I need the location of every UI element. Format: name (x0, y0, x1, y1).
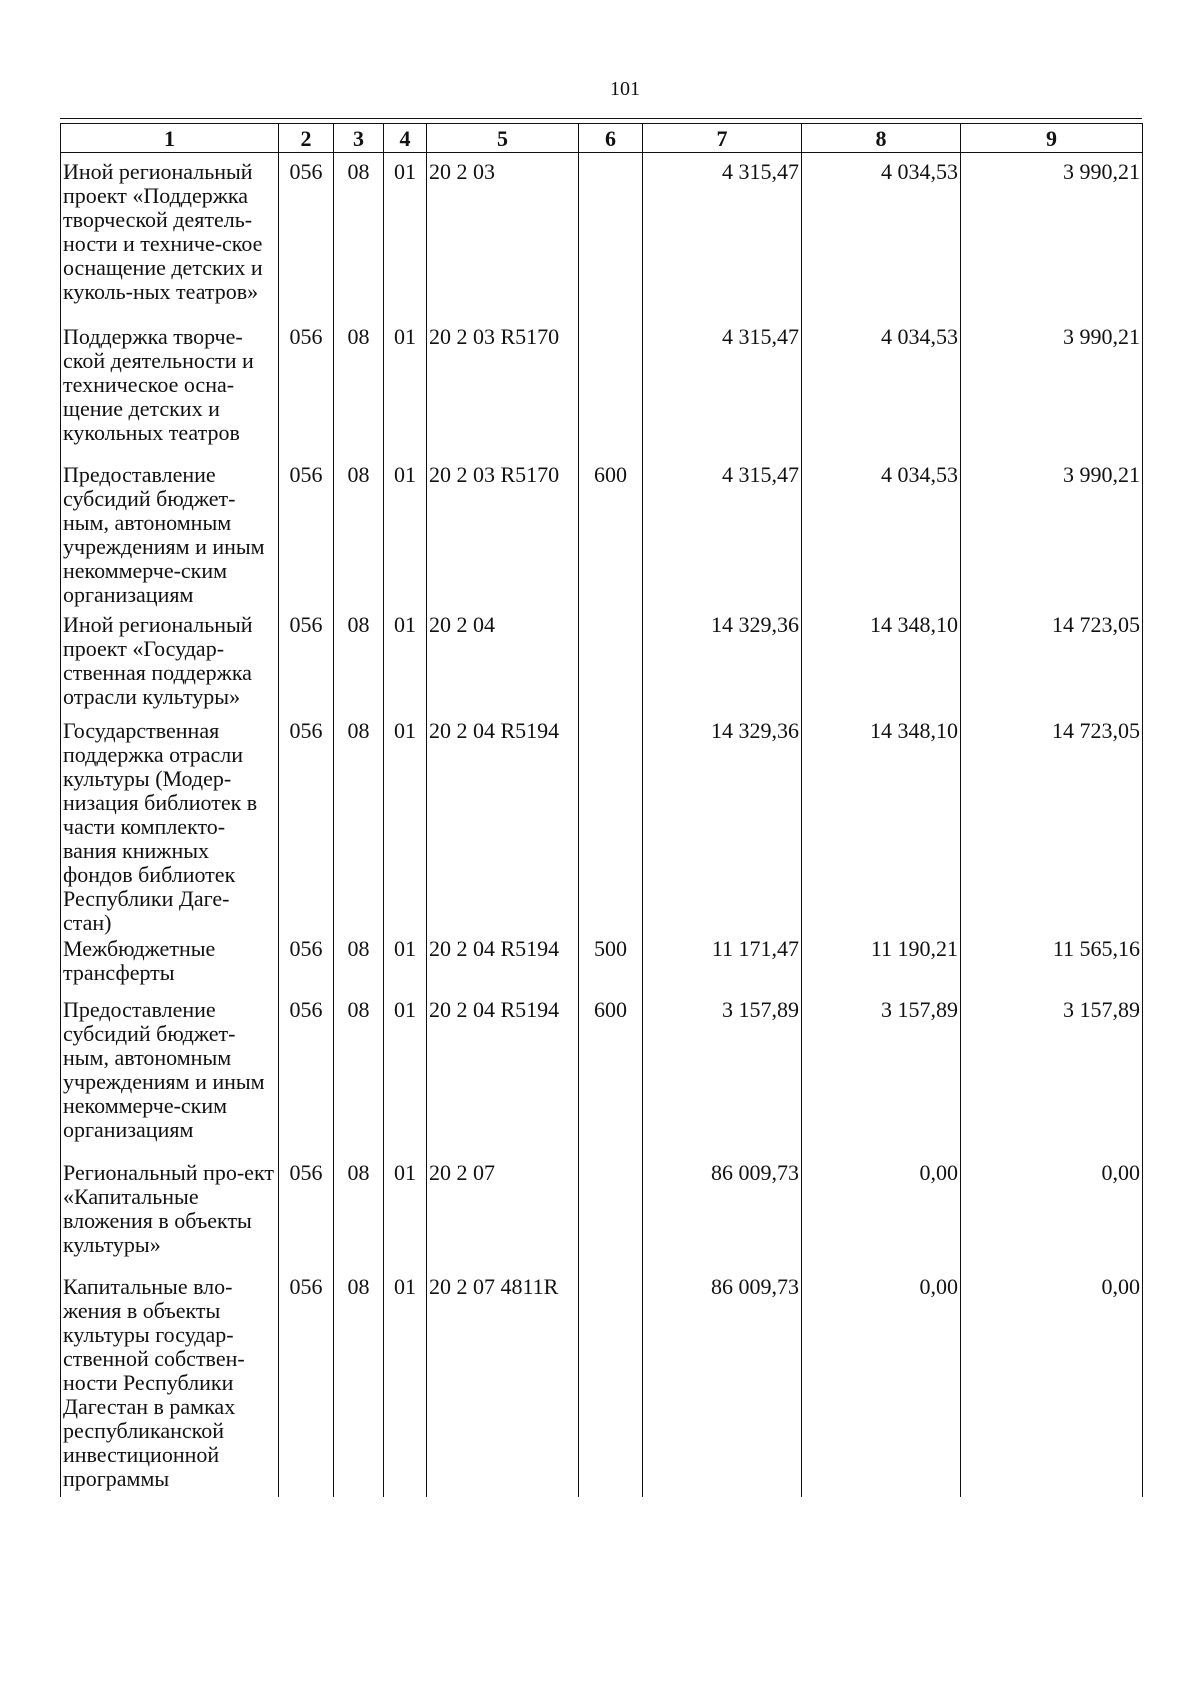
cell-amount-7: 86 009,73 (643, 1161, 802, 1275)
cell-code-5: 20 2 04 R5194 (427, 719, 579, 937)
cell-code-3: 08 (334, 153, 384, 325)
row-name: Межбюджетные трансферты (61, 937, 279, 998)
cell-code-4: 01 (384, 1161, 427, 1275)
cell-code-6 (579, 325, 643, 463)
cell-code-2: 056 (279, 1161, 334, 1275)
cell-amount-9: 11 565,16 (961, 937, 1143, 998)
cell-code-3: 08 (334, 998, 384, 1161)
row-name: Иной региональный проект «Поддержка творческой деятель-ности и техниче-ское оснащение детских и куколь-ных театров» (61, 153, 279, 325)
column-header-5: 5 (427, 124, 579, 153)
cell-code-4: 01 (384, 937, 427, 998)
cell-amount-8: 4 034,53 (802, 325, 961, 463)
cell-amount-8: 14 348,10 (802, 719, 961, 937)
table-row (61, 998, 1143, 1161)
row-name: Предоставление субсидий бюджет-ным, автономным учреждениям и иным некоммерче-ским организациям (61, 463, 279, 613)
column-header-7: 7 (643, 124, 802, 153)
cell-amount-7: 14 329,36 (643, 719, 802, 937)
table-row (61, 1275, 1143, 1497)
table-row (61, 463, 1143, 613)
table-row (61, 613, 1143, 719)
cell-amount-9: 3 990,21 (961, 463, 1143, 613)
table-row (61, 937, 1143, 998)
cell-code-4: 01 (384, 998, 427, 1161)
table-row (61, 153, 1143, 325)
cell-code-2: 056 (279, 937, 334, 998)
cell-amount-7: 4 315,47 (643, 153, 802, 325)
cell-code-5: 20 2 07 4811R (427, 1275, 579, 1497)
cell-amount-8: 3 157,89 (802, 998, 961, 1161)
cell-code-5: 20 2 04 R5194 (427, 998, 579, 1161)
cell-amount-9: 0,00 (961, 1161, 1143, 1275)
cell-amount-7: 4 315,47 (643, 325, 802, 463)
cell-amount-7: 14 329,36 (643, 613, 802, 719)
cell-code-5: 20 2 03 R5170 (427, 463, 579, 613)
column-header-1: 1 (61, 124, 279, 153)
table-top-rule (60, 118, 1142, 119)
cell-amount-7: 4 315,47 (643, 463, 802, 613)
row-name: Предоставление субсидий бюджет-ным, автономным учреждениям и иным некоммерче-ским организациям (61, 998, 279, 1161)
cell-code-3: 08 (334, 719, 384, 937)
column-header-9: 9 (961, 124, 1143, 153)
cell-code-3: 08 (334, 1161, 384, 1275)
cell-code-2: 056 (279, 463, 334, 613)
cell-code-3: 08 (334, 463, 384, 613)
cell-amount-9: 3 990,21 (961, 153, 1143, 325)
cell-code-4: 01 (384, 153, 427, 325)
cell-amount-8: 0,00 (802, 1161, 961, 1275)
row-name: Капитальные вло-жения в объекты культуры государ-ственной собствен-ности Республики Дагестан в рамках республиканской инвестиционной программы (61, 1275, 279, 1497)
column-header-4: 4 (384, 124, 427, 153)
cell-code-2: 056 (279, 325, 334, 463)
cell-amount-7: 86 009,73 (643, 1275, 802, 1497)
cell-code-4: 01 (384, 613, 427, 719)
cell-amount-8: 0,00 (802, 1275, 961, 1497)
cell-code-5: 20 2 03 (427, 153, 579, 325)
column-header-2: 2 (279, 124, 334, 153)
cell-code-6 (579, 153, 643, 325)
cell-amount-9: 3 157,89 (961, 998, 1143, 1161)
cell-code-5: 20 2 04 R5194 (427, 937, 579, 998)
cell-amount-8: 4 034,53 (802, 463, 961, 613)
row-name: Поддержка творче-ской деятельности и техническое осна-щение детских и кукольных театров (61, 325, 279, 463)
cell-code-2: 056 (279, 153, 334, 325)
cell-code-4: 01 (384, 719, 427, 937)
cell-code-2: 056 (279, 1275, 334, 1497)
cell-amount-8: 14 348,10 (802, 613, 961, 719)
table-row (61, 1161, 1143, 1275)
cell-code-4: 01 (384, 463, 427, 613)
cell-amount-9: 14 723,05 (961, 719, 1143, 937)
cell-code-4: 01 (384, 325, 427, 463)
column-header-6: 6 (579, 124, 643, 153)
budget-table (60, 123, 1143, 1497)
cell-amount-7: 11 171,47 (643, 937, 802, 998)
cell-code-6 (579, 719, 643, 937)
cell-code-3: 08 (334, 613, 384, 719)
cell-amount-7: 3 157,89 (643, 998, 802, 1161)
cell-amount-8: 11 190,21 (802, 937, 961, 998)
cell-code-2: 056 (279, 719, 334, 937)
cell-amount-9: 0,00 (961, 1275, 1143, 1497)
column-header-3: 3 (334, 124, 384, 153)
cell-code-3: 08 (334, 1275, 384, 1497)
cell-code-5: 20 2 04 (427, 613, 579, 719)
column-header-8: 8 (802, 124, 961, 153)
cell-code-6: 600 (579, 463, 643, 613)
cell-code-6 (579, 613, 643, 719)
row-name: Региональный про-ект «Капитальные вложения в объекты культуры» (61, 1161, 279, 1275)
cell-code-6: 500 (579, 937, 643, 998)
cell-amount-9: 14 723,05 (961, 613, 1143, 719)
cell-code-3: 08 (334, 937, 384, 998)
table-row (61, 719, 1143, 937)
page-number: 101 (610, 78, 640, 100)
cell-code-6 (579, 1161, 643, 1275)
cell-code-6 (579, 1275, 643, 1497)
header-row (61, 124, 1143, 153)
cell-code-3: 08 (334, 325, 384, 463)
cell-code-5: 20 2 03 R5170 (427, 325, 579, 463)
cell-code-2: 056 (279, 998, 334, 1161)
row-name: Иной региональный проект «Государ-ственная поддержка отрасли культуры» (61, 613, 279, 719)
cell-code-5: 20 2 07 (427, 1161, 579, 1275)
cell-code-6: 600 (579, 998, 643, 1161)
cell-amount-8: 4 034,53 (802, 153, 961, 325)
cell-code-4: 01 (384, 1275, 427, 1497)
row-name: Государственная поддержка отрасли культуры (Модер-низация библиотек в части комплекто-вания книжных фондов библиотек Республики Даге-стан) (61, 719, 279, 937)
cell-amount-9: 3 990,21 (961, 325, 1143, 463)
table-row (61, 325, 1143, 463)
cell-code-2: 056 (279, 613, 334, 719)
